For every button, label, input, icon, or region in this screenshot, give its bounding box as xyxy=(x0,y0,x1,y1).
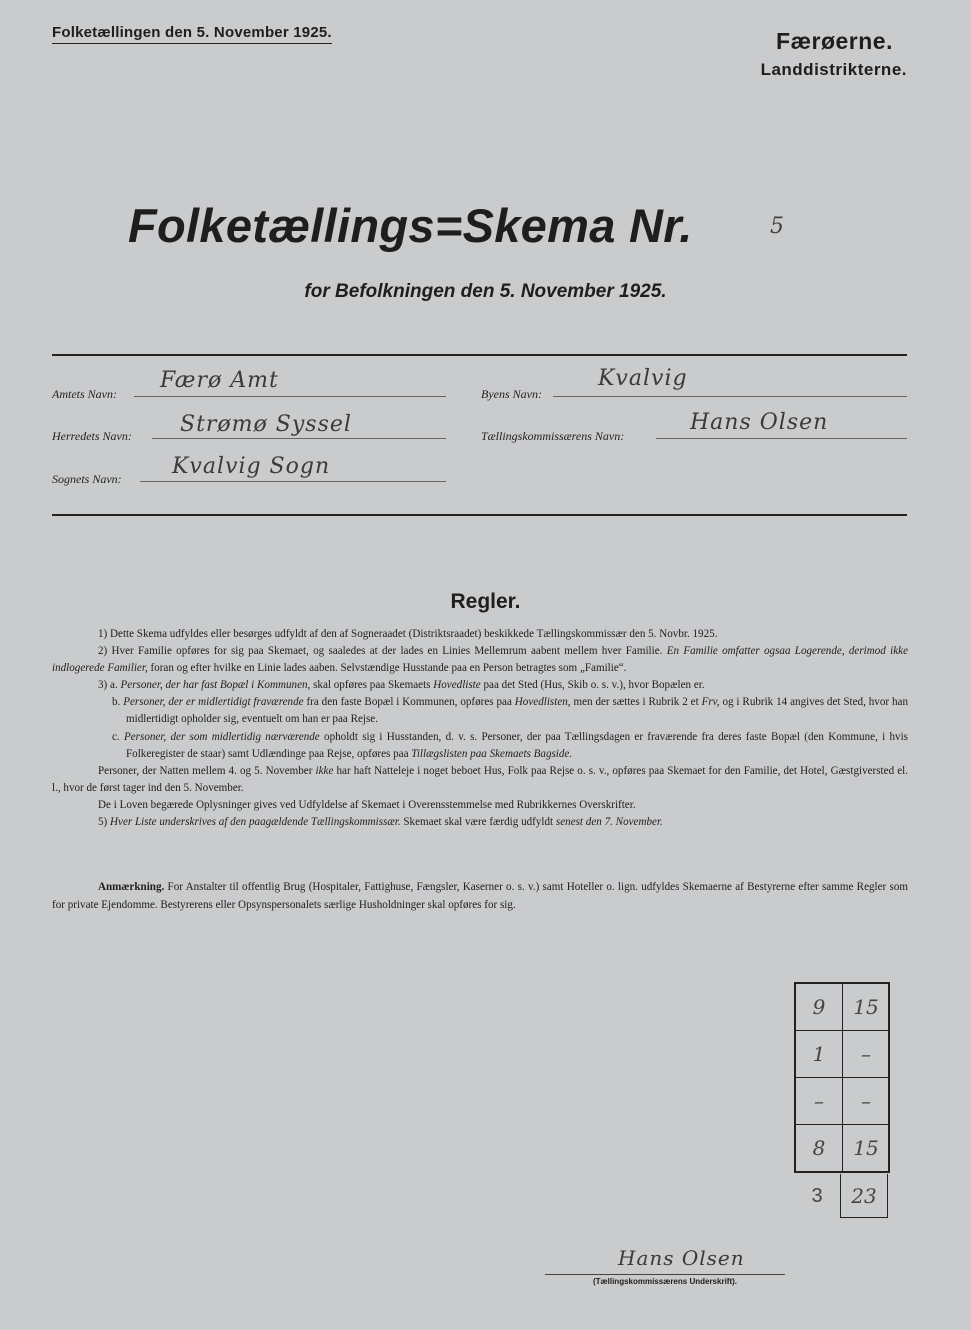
kommissaer-line xyxy=(656,438,907,439)
signature-handwritten: Hans Olsen xyxy=(618,1246,745,1270)
tally-cell: 15 xyxy=(853,995,879,1019)
tally-cell: – xyxy=(814,1089,824,1113)
rules-heading: Regler. xyxy=(450,590,521,613)
byens-value-handwritten: Kvalvig xyxy=(598,366,688,391)
rule-3c: c. Personer, der som midlertidig nærværende opholdt sig i Husstanden, d. v. s. Personer, der paa Tællingsdagen er fraværende fra deres faste Bopæl (den Kommune, i hvis Folkeregister de staar) samt Udlændinge paa Rejse, opføres paa Tillægslisten paa Skemaets Bagside. xyxy=(112,730,908,760)
byens-line xyxy=(553,396,907,397)
total-right: 23 xyxy=(851,1184,877,1208)
kommissaer-label: Tællingskommissærens Navn: xyxy=(481,429,625,443)
tally-cell: 8 xyxy=(812,1136,826,1160)
herred-value-handwritten: Strømø Syssel xyxy=(180,412,352,437)
rule-4: Personer, der Natten mellem 4. og 5. November ikke har haft Natteleje i noget beboet Hus, Folk paa Rejse o. s. v., opføres paa Skemaet for den Familie, det Hotel, Gæstgiversted el. l., hvor de først tager ind den 5. November. xyxy=(52,764,908,794)
amt-label: Amtets Navn: xyxy=(52,387,117,401)
herred-label: Herredets Navn: xyxy=(52,429,132,443)
sogn-line xyxy=(140,481,446,482)
district-heading: Landdistrikterne. xyxy=(760,60,907,79)
tally-table xyxy=(794,982,890,1173)
remark-paragraph: Anmærkning. For Anstalter til offentlig Brug (Hospitaler, Fattighuse, Fængsler, Kaserner o. s. v.) samt Hoteller o. lign. udfyldes Skemaerne af Bestyrerne efter samme Regler som for private Ejendomme. Bestyrerens eller Opsynspersonalets særlige Husholdninger skal opføres for sig. xyxy=(52,881,908,911)
rule-1: 1) Dette Skema udfyldes eller besørges udfyldt af den af Sogneraadet (Distriktsraadet) beskikkede Tællingskommissær den 5. Novbr. 1925. xyxy=(98,628,718,640)
rules-body xyxy=(52,626,908,831)
tally-cell: 9 xyxy=(812,995,826,1019)
byens-label: Byens Navn: xyxy=(481,387,542,401)
herred-line xyxy=(152,438,446,439)
bottom-divider xyxy=(52,514,907,516)
rule-2: 2) Hver Familie opføres for sig paa Skemaet, og saaledes at der lades en Linies Mellemrum aabent mellem hver Familie. En Familie omfatter ogsaa Logerende, derimod ikke indlogerede Familier, foran og efter hvilke en Linie lades aaben. Selvstændige Husstande paa en Person betragtes som „Familie“. xyxy=(52,645,908,675)
signature-caption: (Tællingskommissærens Underskrift). xyxy=(592,1277,738,1286)
sogn-value-handwritten: Kvalvig Sogn xyxy=(172,454,331,479)
amt-value-handwritten: Færø Amt xyxy=(160,368,279,393)
rule-3a: 3) a. Personer, der har fast Bopæl i Kommunen, skal opføres paa Skemaets Hovedliste paa det Sted (Hus, Skib o. s. v.), hvor Bopælen er. xyxy=(98,679,705,692)
tally-cell: 1 xyxy=(812,1042,826,1066)
top-divider xyxy=(52,354,907,356)
signature-line xyxy=(545,1274,785,1275)
tally-cell: – xyxy=(861,1089,871,1113)
kommissaer-value-handwritten: Hans Olsen xyxy=(690,410,829,435)
amt-line xyxy=(134,396,446,397)
sogn-label: Sognets Navn: xyxy=(52,472,122,486)
region-heading: Færøerne. xyxy=(776,28,893,54)
tally-cell: 15 xyxy=(853,1136,879,1160)
form-number-handwritten: 5 xyxy=(770,214,784,239)
rule-4-extra: De i Loven begærede Oplysninger gives ved Udfyldelse af Skemaet i Overensstemmelse med Rubrikkernes Overskrifter. xyxy=(98,798,636,811)
tally-totals xyxy=(794,1174,890,1218)
rule-3b: b. Personer, der er midlertidigt fraværende fra den faste Bopæl i Kommunen, opføres paa Hovedlisten, men der sættes i Rubrik 2 et Frv, og i Rubrik 14 angives det Sted, hvor han midlertidigt opholder sig, eventuelt om han er paa Rejse. xyxy=(112,696,908,726)
rule-5: 5) Hver Liste underskrives af den paagældende Tællingskommissær. Skemaet skal være færdig udfyldt senest den 7. November. xyxy=(98,816,663,829)
tally-cell: – xyxy=(861,1042,871,1066)
form-subtitle: for Befolkningen den 5. November 1925. xyxy=(304,281,667,302)
total-left: 3 xyxy=(811,1184,823,1207)
form-title: Folketællings=Skema Nr. xyxy=(128,199,693,252)
census-date-header: Folketællingen den 5. November 1925. xyxy=(52,24,332,44)
